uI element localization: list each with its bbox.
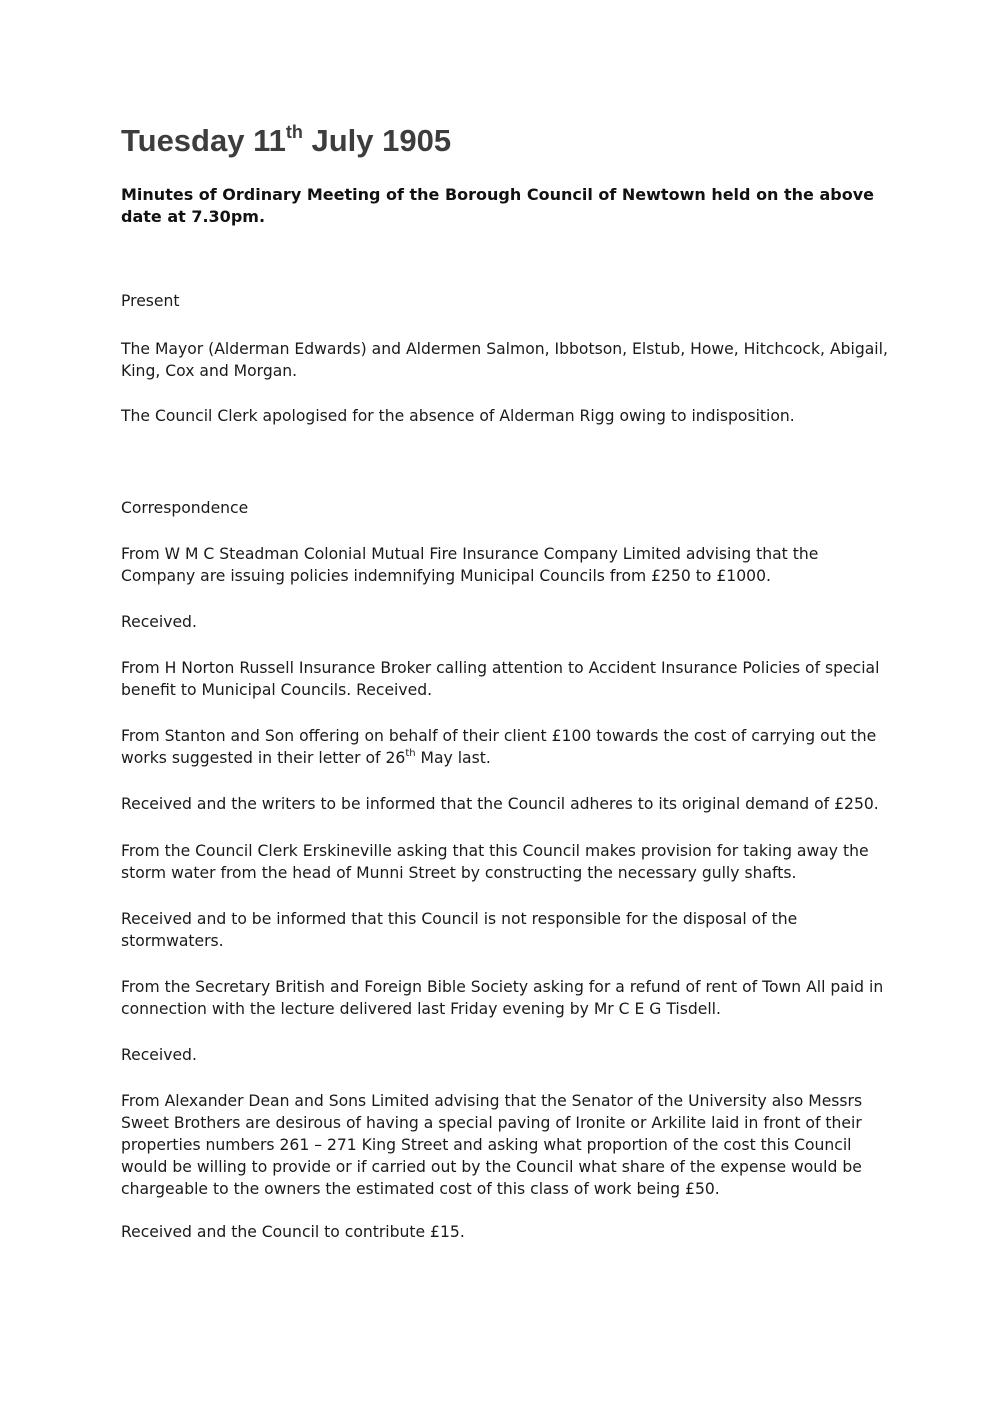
meeting-subtitle: Minutes of Ordinary Meeting of the Borough Council of Newtown held on the above date at 7.30pm. (121, 185, 874, 226)
correspondence-heading: Correspondence (121, 499, 249, 517)
title-month-year: July 1905 (302, 123, 452, 158)
apology-paragraph: The Council Clerk apologised for the absence of Alderman Rigg owing to indisposition. (121, 407, 795, 425)
present-members: The Mayor (Alderman Edwards) and Aldermen Salmon, Ibbotson, Elstub, Howe, Hitchcock, Abigail, King, Cox and Morgan. (121, 340, 888, 380)
correspondence-item-2: From H Norton Russell Insurance Broker calling attention to Accident Insurance Policies of special benefit to Municipal Councils. Received. (121, 659, 880, 699)
correspondence-item-6-resolution: Received and the Council to contribute £15. (121, 1223, 465, 1241)
correspondence-item-6: From Alexander Dean and Sons Limited advising that the Senator of the University also Messrs Sweet Brothers are desirous of having a special paving of Ironite or Arkilite laid in front of their properties numbers 261 – 271 King Street and asking what proportion of the cost this Council would be willing to provide or if carried out by the Council what share of the expense would be chargeable to the owners the estimated cost of this class of work being £50. (121, 1092, 863, 1198)
present-heading: Present (121, 292, 180, 310)
item-3-superscript: th (405, 748, 416, 759)
correspondence-item-3 (121, 725, 891, 769)
correspondence-item-5: From the Secretary British and Foreign Bible Society asking for a refund of rent of Town All paid in connection with the lecture delivered last Friday evening by Mr C E G Tisdell. (121, 978, 884, 1018)
correspondence-item-4-resolution: Received and to be informed that this Council is not responsible for the disposal of the stormwaters. (121, 910, 798, 950)
page-title (121, 122, 451, 160)
item-3-text-end: May last. (415, 749, 491, 767)
title-superscript: th (285, 122, 303, 142)
correspondence-item-3-resolution: Received and the writers to be informed that the Council adheres to its original demand of £250. (121, 795, 879, 813)
correspondence-item-1-resolution: Received. (121, 613, 197, 631)
correspondence-item-4: From the Council Clerk Erskineville asking that this Council makes provision for taking away the storm water from the head of Munni Street by constructing the necessary gully shafts. (121, 842, 869, 882)
title-day: Tuesday 11 (121, 123, 286, 158)
item-3-text: From Stanton and Son offering on behalf of their client £100 towards the cost of carrying out the works suggested in their letter of 26 (121, 727, 877, 767)
correspondence-item-5-resolution: Received. (121, 1046, 197, 1064)
correspondence-item-1: From W M C Steadman Colonial Mutual Fire Insurance Company Limited advising that the Company are issuing policies indemnifying Municipal Councils from £250 to £1000. (121, 545, 819, 585)
